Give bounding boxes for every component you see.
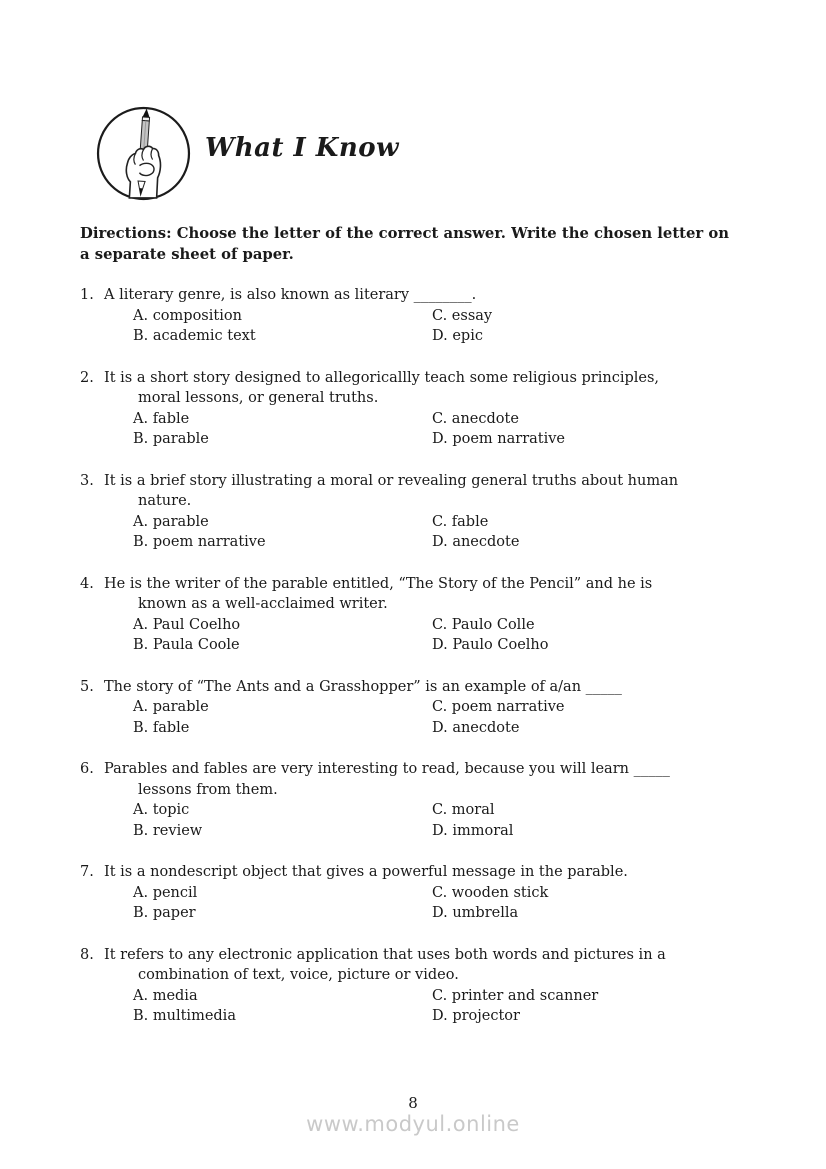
page-number: 8 bbox=[408, 1094, 418, 1112]
option-a: A. composition bbox=[133, 307, 242, 324]
question-block bbox=[80, 945, 678, 1027]
option-c: C. essay bbox=[432, 307, 493, 324]
options-group bbox=[133, 697, 678, 738]
option-a: A. media bbox=[133, 987, 198, 1004]
option-c: C. poem narrative bbox=[432, 699, 565, 715]
option-a: A. topic bbox=[133, 802, 190, 818]
question-number: 7. bbox=[80, 864, 94, 880]
question-text: It refers to any electronic application that uses both words and pictures in a bbox=[104, 946, 666, 963]
option-c: C. moral bbox=[432, 802, 495, 818]
option-b: B. parable bbox=[133, 431, 209, 447]
option-c: C. wooden stick bbox=[432, 884, 549, 901]
option-b: B. academic text bbox=[133, 328, 256, 344]
question-text-continued: combination of text, voice, picture or video. bbox=[138, 967, 459, 983]
question-text-continued: moral lessons, or general truths. bbox=[138, 390, 379, 406]
directions-line1: Directions: Choose the letter of the correct answer. Write the chosen letter on bbox=[80, 225, 730, 242]
options-group bbox=[133, 800, 678, 841]
question-block bbox=[80, 677, 678, 739]
watermark: www.modyul.online bbox=[306, 1112, 520, 1136]
question-text: It is a short story designed to allegoricallly teach some religious principles, bbox=[104, 369, 660, 386]
option-a: A. fable bbox=[133, 410, 190, 427]
page-title: What I Know bbox=[205, 133, 399, 163]
option-d: D. poem narrative bbox=[432, 431, 566, 447]
question-block bbox=[80, 759, 678, 841]
options-group bbox=[133, 409, 678, 450]
question-number: 6. bbox=[80, 761, 94, 777]
option-c: C. printer and scanner bbox=[432, 987, 599, 1004]
question-text-continued: nature. bbox=[138, 493, 192, 509]
question-block bbox=[80, 368, 678, 450]
question-text: He is the writer of the parable entitled, “The Story of the Pencil” and he is bbox=[104, 575, 653, 592]
option-d: D. anecdote bbox=[432, 534, 520, 550]
option-a: A. parable bbox=[133, 513, 209, 530]
options-group bbox=[133, 306, 678, 347]
option-a: A. parable bbox=[133, 699, 209, 715]
option-c: C. Paulo Colle bbox=[432, 616, 535, 633]
option-d: D. projector bbox=[432, 1008, 520, 1024]
option-b: B. fable bbox=[133, 719, 190, 736]
option-b: B. multimedia bbox=[133, 1008, 236, 1024]
question-text-continued: lessons from them. bbox=[138, 781, 278, 798]
question-text: It is a nondescript object that gives a powerful message in the parable. bbox=[104, 864, 628, 880]
question-block bbox=[80, 471, 678, 553]
question-text: The story of “The Ants and a Grasshopper” is an example of a/an _____ bbox=[104, 678, 622, 695]
option-a: A. Paul Coelho bbox=[133, 616, 241, 633]
option-d: D. umbrella bbox=[432, 905, 519, 921]
question-number: 1. bbox=[80, 287, 94, 303]
option-b: B. poem narrative bbox=[133, 534, 266, 550]
question-text: Parables and fables are very interesting to read, because you will learn _____ bbox=[104, 761, 670, 777]
option-b: B. Paula Coole bbox=[133, 637, 240, 653]
question-number: 3. bbox=[80, 472, 94, 489]
question-number: 2. bbox=[80, 369, 94, 386]
option-d: D. anecdote bbox=[432, 719, 520, 736]
option-d: D. immoral bbox=[432, 822, 514, 839]
option-c: C. fable bbox=[432, 513, 489, 530]
directions-text bbox=[80, 223, 729, 265]
directions-line2: a separate sheet of paper. bbox=[80, 246, 294, 263]
option-a: A. pencil bbox=[133, 884, 198, 901]
question-block bbox=[80, 285, 678, 347]
question-number: 8. bbox=[80, 946, 94, 963]
option-d: D. Paulo Coelho bbox=[432, 637, 549, 653]
question-number: 5. bbox=[80, 678, 94, 695]
question-text: A literary genre, is also known as literary ________. bbox=[104, 287, 477, 303]
question-block bbox=[80, 574, 678, 656]
question-text: It is a brief story illustrating a moral or revealing general truths about human bbox=[104, 472, 679, 489]
option-b: B. paper bbox=[133, 905, 196, 921]
questions-list bbox=[80, 285, 678, 1048]
question-number: 4. bbox=[80, 575, 94, 592]
option-c: C. anecdote bbox=[432, 410, 519, 427]
options-group bbox=[133, 512, 678, 553]
hand-writing-pencil-icon bbox=[95, 105, 192, 202]
option-b: B. review bbox=[133, 822, 203, 839]
options-group bbox=[133, 986, 678, 1027]
question-text-continued: known as a well-acclaimed writer. bbox=[138, 596, 388, 612]
hand-writing-pencil-graphic bbox=[95, 105, 192, 202]
options-group bbox=[133, 883, 678, 924]
question-block bbox=[80, 862, 678, 924]
option-d: D. epic bbox=[432, 328, 483, 344]
options-group bbox=[133, 615, 678, 656]
